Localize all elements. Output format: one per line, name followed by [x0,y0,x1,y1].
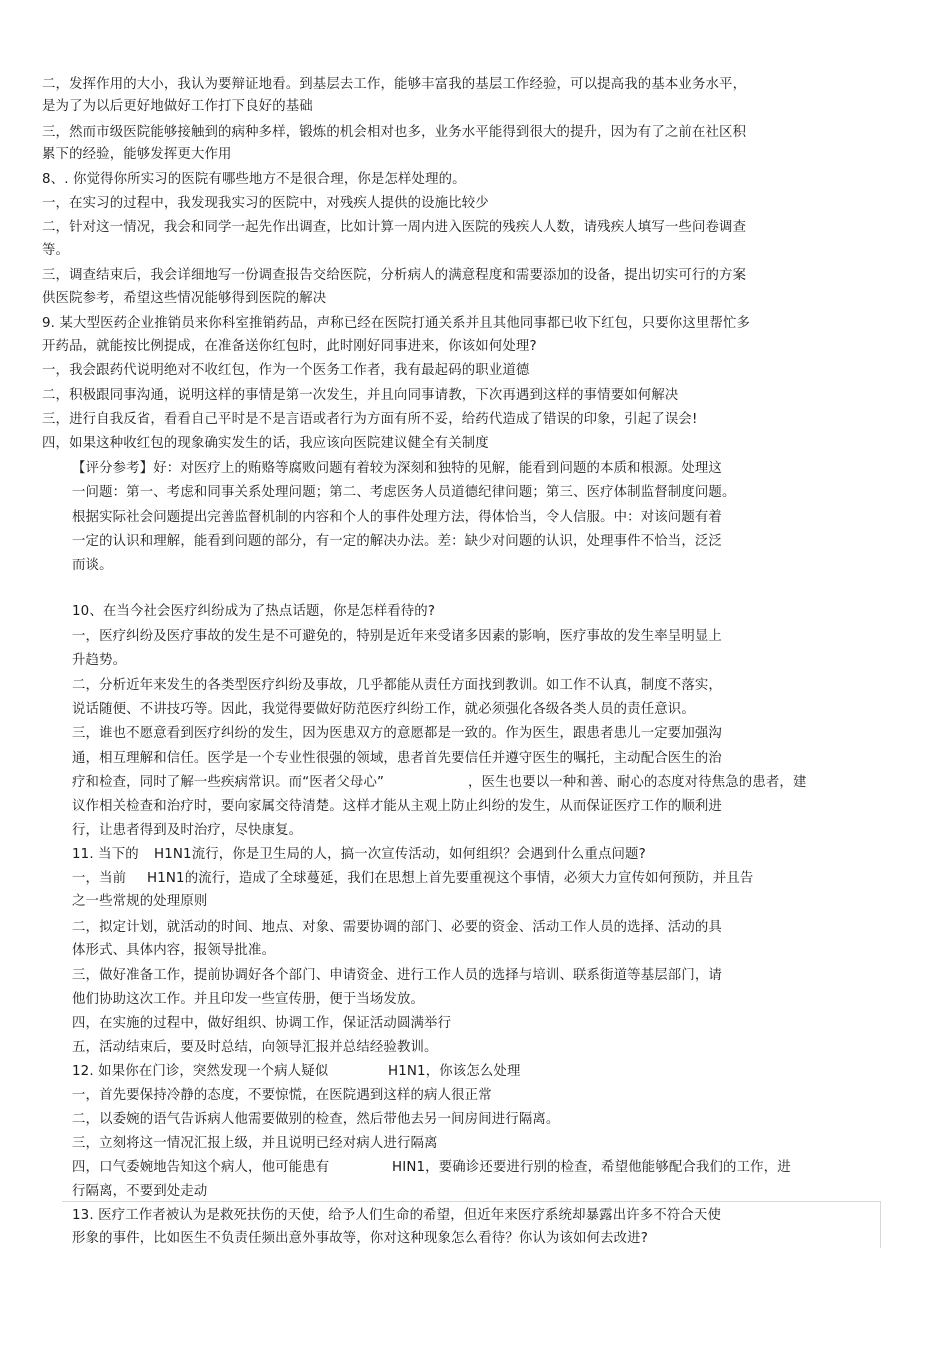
text-line: 四，在实施的过程中，做好组织、协调工作，保证活动圆满举行 [72,1016,452,1031]
question-heading: 10、在当今社会医疗纠纷成为了热点话题，你是怎样看待的? [72,604,436,619]
text-line: 三，调查结束后，我会详细地写一份调查报告交给医院，分析病人的满意程度和需要添加的设备，提出切实可行的方案 [42,268,747,283]
text-line: 三，谁也不愿意看到医疗纠纷的发生，因为医患双方的意愿都是一致的。作为医生，跟患者患儿一定要加强沟 [72,726,722,741]
text-line: 四，如果这种收红包的现象确实发生的话，我应该向医院建议健全有关制度 [42,436,489,451]
text-line: 二，发挥作用的大小，我认为要辩证地看。到基层去工作，能够丰富我的基层工作经验，可以提高我的基本业务水平， [42,77,747,92]
text-line: 一，医疗纠纷及医疗事故的发生是不可避免的，特别是近年来受诸多因素的影响，医疗事故的发生率呈明显上 [72,629,722,644]
scoring-reference-line: 【评分参考】好：对医疗上的贿赂等腐败问题有着较为深刻和独特的见解，能看到问题的本质和根源。处理这 [72,461,722,476]
text-line: 二，积极跟同事沟通，说明这样的事情是第一次发生，并且向同事请教，下次再遇到这样的事情要如何解决 [42,388,679,403]
scoring-reference-line: 一问题：第一、考虑和同事关系处理问题；第二、考虑医务人员道德纪律问题；第三、医疗体制监督制度问题。 [72,485,736,500]
question-heading: H1N1，你该怎么处理 [388,1064,521,1079]
question-heading: 11. 当下的 [72,847,139,862]
text-line: 一，当前 [72,871,127,886]
text-line: 二，拟定计划，就活动的时间、地点、对象、需要协调的部门、必要的资金、活动工作人员的选择、活动的具 [72,920,722,935]
question-heading: H1N1流行，你是卫生局的人，搞一次宣传活动，如何组织？会遇到什么重点问题? [154,847,646,862]
text-line: 通，相互理解和信任。医学是一个专业性很强的领域，患者首先要信任并遵守医生的嘱托，主动配合医生的治 [72,751,722,766]
scoring-reference-line: 而谈。 [72,558,113,573]
text-line: 议作相关检查和治疗时，要向家属交待清楚。这样才能从主观上防止纠纷的发生，从而保证医疗工作的顺利进 [72,799,722,814]
text-line: 体形式、具体内容，报领导批准。 [72,943,276,958]
text-line: 二，以委婉的语气告诉病人他需要做别的检查，然后带他去另一间房间进行隔离。 [72,1112,560,1127]
question-heading: 12. 如果你在门诊，突然发现一个病人疑似 [72,1064,329,1079]
question-heading: 形象的事件，比如医生不负责任频出意外事故等，你对这种现象怎么看待？你认为该如何去改进? [72,1231,648,1246]
text-line: ，医生也要以一种和善、耐心的态度对待焦急的患者，建 [468,775,807,790]
text-line: 二，针对这一情况，我会和同学一起先作出调查，比如计算一周内进入医院的残疾人人数，请残疾人填写一些问卷调查 [42,220,747,235]
text-line: 三，做好准备工作，提前协调好各个部门、申请资金、进行工作人员的选择与培训、联系街道等基层部门，请 [72,968,722,983]
question-heading: 9. 某大型医药企业推销员来你科室推销药品，声称已经在医院打通关系并且其他同事都已收下红包，只要你这里帮忙多 [42,316,751,331]
text-line: 四，口气委婉地告知这个病人，他可能患有 [72,1160,330,1175]
text-line: 等。 [42,243,70,258]
text-line: 一，我会跟药代说明绝对不收红包，作为一个医务工作者，我有最起码的职业道德 [42,363,530,378]
text-line: 累下的经验，能够发挥更大作用 [42,147,232,162]
text-line: 升趋势。 [72,653,127,668]
text-line: 他们协助这次工作。并且印发一些宣传册，便于当场发放。 [72,992,425,1007]
text-line: 是为了为以后更好地做好工作打下良好的基础 [42,99,313,114]
text-line: 三，然而市级医院能够接触到的病种多样，锻炼的机会相对也多，业务水平能得到很大的提升，因为有了之前在社区积 [42,125,747,140]
text-line: H1N1的流行，造成了全球蔓延，我们在思想上首先要重视这个事情，必须大力宣传如何预防，并且告 [147,871,754,886]
text-line: 二，分析近年来发生的各类型医疗纠纷及事故，几乎都能从责任方面找到教训。如工作不认真，制度不落实， [72,678,722,693]
question-heading: 8、. 你觉得你所实习的医院有哪些地方不是很合理，你是怎样处理的。 [42,172,466,187]
text-line: 五，活动结束后，要及时总结，向领导汇报并总结经验教训。 [72,1040,438,1055]
text-line: 行隔离，不要到处走动 [72,1184,208,1199]
text-line: 行，让患者得到及时治疗，尽快康复。 [72,823,303,838]
scoring-reference-line: 一定的认识和理解，能看到问题的部分，有一定的解决办法。差：缺少对问题的认识，处理事件不恰当，泛泛 [72,534,722,549]
question-heading: 13. 医疗工作者被认为是救死扶伤的天使，给予人们生命的希望，但近年来医疗系统却暴露出许多不符合天使 [72,1208,722,1223]
text-line: 供医院参考，希望这些情况能够得到医院的解决 [42,291,327,306]
text-line: 疗和检查，同时了解一些疾病常识。而“医者父母心” [72,775,385,790]
scoring-reference-line: 根据实际社会问题提出完善监督机制的内容和个人的事件处理方法，得体恰当，令人信服。中：对该问题有着 [72,510,722,525]
text-line: 开药品，就能按比例提成，在准备送你红包时，此时刚好同事进来，你该如何处理? [42,339,537,354]
text-line: 一，在实习的过程中，我发现我实习的医院中，对残疾人提供的设施比较少 [42,196,489,211]
text-line: 之一些常规的处理原则 [72,894,208,909]
text-line: 说话随便、不讲技巧等。因此，我觉得要做好防范医疗纠纷工作，就必须强化各级各类人员的责任意识。 [72,702,695,717]
text-line: 一，首先要保持冷静的态度，不要惊慌，在医院遇到这样的病人很正常 [72,1088,492,1103]
text-line: HIN1，要确诊还要进行别的检查，希望他能够配合我们的工作，进 [392,1160,791,1175]
text-line: 三，立刻将这一情况汇报上级，并且说明已经对病人进行隔离 [72,1136,438,1151]
text-line: 三，进行自我反省，看看自己平时是不是言语或者行为方面有所不妥，给药代造成了错误的印象，引起了误会! [42,412,698,427]
